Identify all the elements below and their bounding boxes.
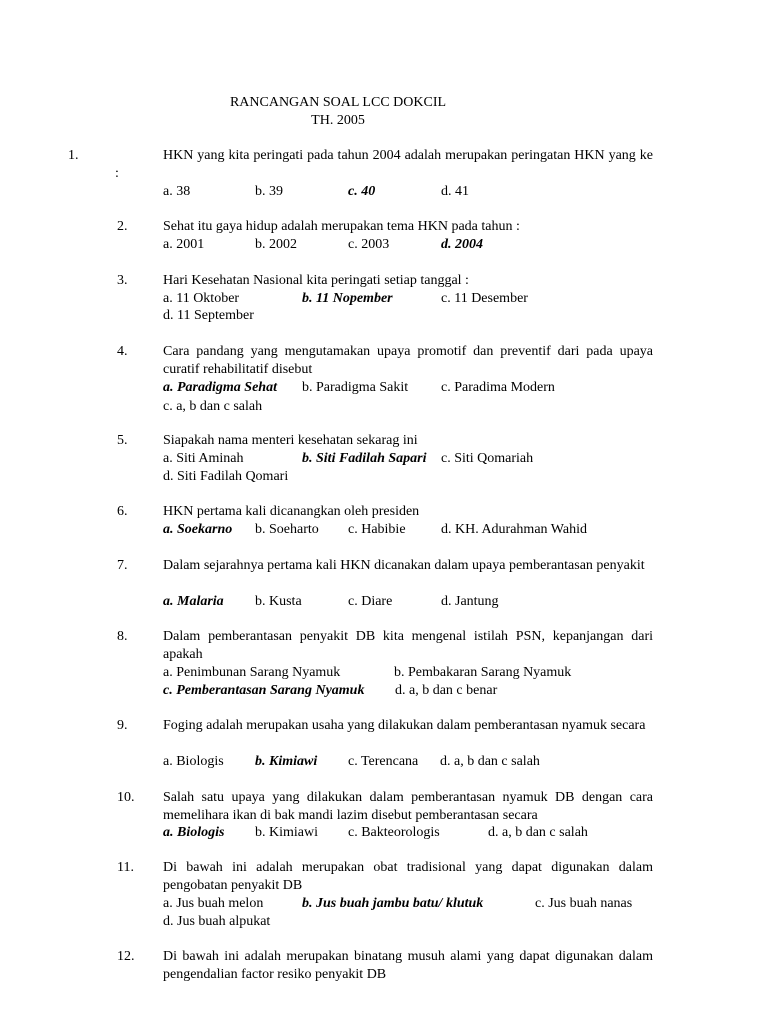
option-a: a. 11 Oktober: [163, 291, 240, 306]
question-number: 11.: [117, 860, 134, 875]
option-c: c. Siti Qomariah: [441, 451, 534, 466]
option-b-answer: b. 11 Nopember: [302, 291, 393, 306]
question-text: Dalam pemberantasan penyakit DB kita mengenal istilah PSN, kepanjangan dari apakah: [163, 629, 653, 662]
option-d: d. a, b dan c salah: [488, 825, 588, 840]
question-number: 7.: [117, 558, 128, 573]
option-a-answer: a. Soekarno: [163, 522, 233, 537]
question-number: 12.: [117, 949, 135, 964]
question-number: 2.: [117, 219, 128, 234]
question-text: Di bawah ini adalah merupakan binatang musuh alami yang dapat digunakan dalam pengendalian factor resiko penyakit DB: [163, 949, 653, 982]
option-d: d. a, b dan c benar: [395, 683, 498, 698]
option-d: c. a, b dan c salah: [163, 399, 263, 414]
question-number: 1.: [68, 148, 79, 163]
option-b: b. Soeharto: [255, 522, 319, 537]
document-subtitle: TH. 2005: [311, 113, 365, 128]
option-b: b. 39: [255, 184, 283, 199]
question-number: 5.: [117, 433, 128, 448]
option-b-answer: b. Kimiawi: [255, 754, 318, 769]
question-text: Cara pandang yang mengutamakan upaya promotif dan preventif dari pada upaya curatif rehabilitatif disebut: [163, 344, 653, 377]
option-c: c. Bakteorologis: [348, 825, 440, 840]
option-c-answer: c. Pemberantasan Sarang Nyamuk: [163, 683, 365, 698]
option-d-answer: d. 2004: [441, 237, 483, 252]
option-c: c. Habibie: [348, 522, 406, 537]
question-number: 8.: [117, 629, 128, 644]
option-d: d. 11 September: [163, 308, 254, 323]
option-a: a. Jus buah melon: [163, 896, 264, 911]
question-text: Sehat itu gaya hidup adalah merupakan tema HKN pada tahun :: [163, 219, 520, 234]
option-a: a. Penimbunan Sarang Nyamuk: [163, 665, 341, 680]
option-d: d. 41: [441, 184, 469, 199]
option-b: b. Pembakaran Sarang Nyamuk: [394, 665, 572, 680]
question-number: 4.: [117, 344, 128, 359]
option-d: d. Siti Fadilah Qomari: [163, 469, 289, 484]
option-b-answer: b. Siti Fadilah Sapari: [302, 451, 427, 466]
option-c: c. 2003: [348, 237, 390, 252]
option-a-answer: a. Biologis: [163, 825, 225, 840]
question-text: Hari Kesehatan Nasional kita peringati setiap tanggal :: [163, 273, 469, 288]
question-text: Foging adalah merupakan usaha yang dilakukan dalam pemberantasan nyamuk secara: [163, 718, 646, 733]
option-a: a. Siti Aminah: [163, 451, 244, 466]
option-c: c. Jus buah nanas: [535, 896, 633, 911]
option-b: b. 2002: [255, 237, 297, 252]
document-title: RANCANGAN SOAL LCC DOKCIL: [229, 95, 447, 110]
option-c: c. Diare: [348, 594, 393, 609]
option-c: c. 11 Desember: [441, 291, 528, 306]
option-b: b. Kimiawi: [255, 825, 318, 840]
question-text: Siapakah nama menteri kesehatan sekarag ini: [163, 433, 418, 448]
option-c: c. Terencana: [348, 754, 419, 769]
option-b-answer: b. Jus buah jambu batu/ klutuk: [302, 896, 484, 911]
option-d: d. Jantung: [441, 594, 499, 609]
option-a: a. 2001: [163, 237, 205, 252]
question-text: Salah satu upaya yang dilakukan dalam pemberantasan nyamuk DB dengan cara memelihara ikan di bak mandi lazim disebut pemberantasan secara: [163, 790, 653, 823]
question-number: 10.: [117, 790, 135, 805]
option-a: a. Biologis: [163, 754, 224, 769]
question-number: 3.: [117, 273, 128, 288]
question-text: HKN yang kita peringati pada tahun 2004 adalah merupakan peringatan HKN yang ke :: [115, 148, 653, 181]
option-c: c. Paradima Modern: [441, 380, 555, 395]
option-d: d. Jus buah alpukat: [163, 914, 271, 929]
question-text: Di bawah ini adalah merupakan obat tradisional yang dapat digunakan dalam pengobatan penyakit DB: [163, 860, 653, 893]
option-d: d. KH. Adurahman Wahid: [441, 522, 587, 537]
question-number: 9.: [117, 718, 128, 733]
option-c-answer: c. 40: [348, 184, 376, 199]
option-a: a. 38: [163, 184, 191, 199]
option-a-answer: a. Paradigma Sehat: [163, 380, 277, 395]
option-b: b. Paradigma Sakit: [302, 380, 409, 395]
question-text: HKN pertama kali dicanangkan oleh presiden: [163, 504, 420, 519]
question-text: Dalam sejarahnya pertama kali HKN dicanakan dalam upaya pemberantasan penyakit: [163, 558, 645, 573]
option-b: b. Kusta: [255, 594, 302, 609]
question-number: 6.: [117, 504, 128, 519]
option-a-answer: a. Malaria: [163, 594, 224, 609]
option-d: d. a, b dan c salah: [440, 754, 540, 769]
